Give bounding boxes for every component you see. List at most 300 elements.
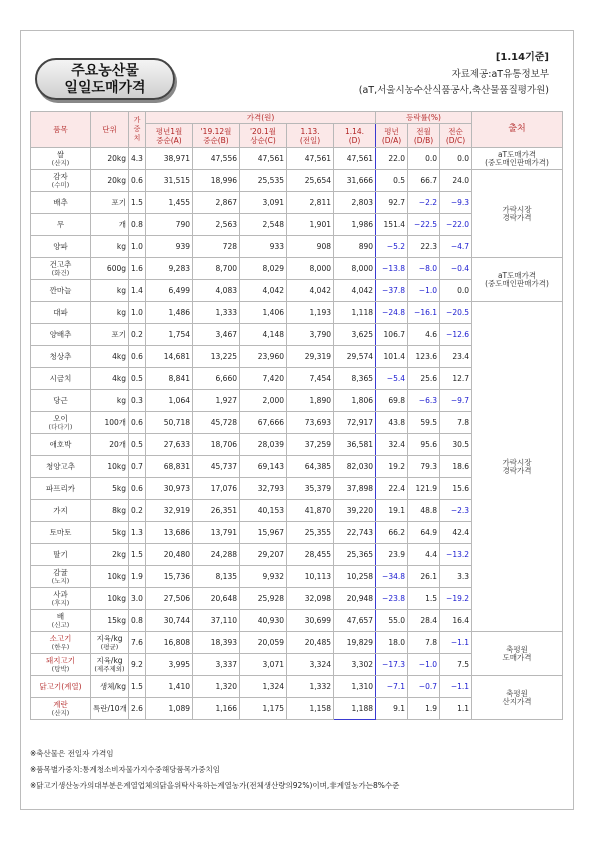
table-row [31, 258, 563, 280]
item-name-cell [31, 522, 91, 544]
rate-cell: −23.8 [376, 588, 408, 610]
price-cell: 8,029 [240, 258, 287, 280]
unit-cell [91, 302, 129, 324]
price-cell: 40,153 [240, 500, 287, 522]
source-cell [472, 170, 563, 258]
unit-cell [91, 170, 129, 192]
weight-cell: 0.6 [129, 170, 146, 192]
item-subname: (산지) [51, 708, 70, 717]
rate-cell: 12.7 [440, 368, 472, 390]
unit-cell [91, 324, 129, 346]
weight-cell: 1.5 [129, 676, 146, 698]
table-row [31, 632, 563, 654]
item-name: 청양고추 [46, 462, 75, 471]
item-name: 감자 [53, 171, 68, 181]
price-cell: 31,666 [334, 170, 376, 192]
item-name: 오이 [53, 413, 68, 423]
price-cell: 23,960 [240, 346, 287, 368]
weight-cell: 3.0 [129, 588, 146, 610]
price-cell: 16,808 [146, 632, 193, 654]
item-name: 청상추 [49, 352, 72, 361]
header-price-col: '19.12월 중순(B) [193, 124, 240, 148]
item-name-cell [31, 170, 91, 192]
price-cell: 36,581 [334, 434, 376, 456]
unit-cell [91, 236, 129, 258]
item-name: 애호박 [49, 440, 72, 449]
price-cell: 29,319 [287, 346, 334, 368]
unit-value: 4kg [112, 352, 126, 361]
unit-cell [91, 632, 129, 654]
source-line: aT도매가격 [497, 149, 537, 159]
item-name: 건고추 [49, 259, 72, 269]
weight-cell: 1.6 [129, 258, 146, 280]
item-name-cell [31, 544, 91, 566]
rate-cell: 151.4 [376, 214, 408, 236]
price-cell: 4,042 [334, 280, 376, 302]
price-cell: 1,158 [287, 698, 334, 720]
header-unit: 단위 [91, 112, 129, 148]
price-cell: 2,000 [240, 390, 287, 412]
price-cell: 1,310 [334, 676, 376, 698]
price-cell: 3,995 [146, 654, 193, 676]
weight-cell: 1.3 [129, 522, 146, 544]
price-cell: 22,743 [334, 522, 376, 544]
rate-cell: 69.8 [376, 390, 408, 412]
price-cell: 728 [193, 236, 240, 258]
weight-cell: 0.6 [129, 478, 146, 500]
item-name-cell [31, 390, 91, 412]
rate-cell: 28.4 [408, 610, 440, 632]
header-price-col: '20.1월 상순(C) [240, 124, 287, 148]
rate-cell: −1.0 [408, 280, 440, 302]
rate-cell: −7.1 [376, 676, 408, 698]
header-rate-group: 등락률(%) [376, 112, 472, 124]
rate-cell: 16.4 [440, 610, 472, 632]
header-weight: 가중치 [129, 112, 146, 148]
price-cell: 25,928 [240, 588, 287, 610]
price-cell: 7,420 [240, 368, 287, 390]
rate-cell: 24.0 [440, 170, 472, 192]
title-badge [35, 58, 175, 100]
source-line: 축평원 [506, 688, 528, 698]
rate-cell: 0.0 [408, 148, 440, 170]
source-cell [472, 302, 563, 632]
price-cell: 68,831 [146, 456, 193, 478]
source-line2: (aT,서울시농수산식품공사,축산물품질평가원) [358, 85, 549, 96]
price-cell: 7,454 [287, 368, 334, 390]
price-cell: 3,091 [240, 192, 287, 214]
rate-cell: −0.4 [440, 258, 472, 280]
unit-cell [91, 654, 129, 676]
rate-cell: 79.3 [408, 456, 440, 478]
rate-cell: −1.1 [440, 676, 472, 698]
unit-value: kg [116, 396, 126, 405]
weight-cell: 9.2 [129, 654, 146, 676]
unit-cell [91, 478, 129, 500]
price-cell: 2,803 [334, 192, 376, 214]
table-row [31, 302, 563, 324]
item-name: 대파 [53, 308, 68, 317]
source-line: 경락가격 [502, 212, 532, 222]
weight-cell: 1.4 [129, 280, 146, 302]
rate-cell: 26.1 [408, 566, 440, 588]
price-cell: 73,693 [287, 412, 334, 434]
item-name-cell [31, 676, 91, 698]
price-cell: 35,379 [287, 478, 334, 500]
rate-cell: −19.2 [440, 588, 472, 610]
rate-cell: 22.4 [376, 478, 408, 500]
header-item: 품목 [31, 112, 91, 148]
rate-cell: 123.6 [408, 346, 440, 368]
item-name-cell [31, 588, 91, 610]
price-cell: 47,556 [193, 148, 240, 170]
price-cell: 37,110 [193, 610, 240, 632]
price-cell: 4,042 [287, 280, 334, 302]
rate-cell: 55.0 [376, 610, 408, 632]
rate-cell: −9.3 [440, 192, 472, 214]
price-cell: 1,175 [240, 698, 287, 720]
rate-cell: −1.1 [440, 632, 472, 654]
unit-cell [91, 368, 129, 390]
price-cell: 3,790 [287, 324, 334, 346]
unit-value: 5kg [112, 528, 126, 537]
price-cell: 8,000 [287, 258, 334, 280]
weight-cell: 7.6 [129, 632, 146, 654]
price-cell: 26,351 [193, 500, 240, 522]
weight-cell: 0.8 [129, 214, 146, 236]
price-cell: 790 [146, 214, 193, 236]
header-source: 출처 [472, 112, 563, 148]
rate-cell: −9.7 [440, 390, 472, 412]
table-row [31, 148, 563, 170]
item-subname: (탕박) [51, 664, 70, 673]
unit-value: 600g [106, 264, 126, 273]
item-name: 시금치 [49, 374, 72, 383]
weight-cell: 2.6 [129, 698, 146, 720]
price-cell: 29,207 [240, 544, 287, 566]
price-cell: 1,486 [146, 302, 193, 324]
item-name-cell [31, 500, 91, 522]
price-cell: 8,700 [193, 258, 240, 280]
unit-value: 지육/kg [96, 633, 123, 643]
unit-value: 생체/kg [99, 682, 126, 691]
rate-cell: 48.8 [408, 500, 440, 522]
price-cell: 40,930 [240, 610, 287, 632]
price-cell: 20,059 [240, 632, 287, 654]
rate-cell: −8.0 [408, 258, 440, 280]
item-name: 계란 [53, 699, 68, 709]
price-cell: 14,681 [146, 346, 193, 368]
rate-cell: −24.8 [376, 302, 408, 324]
unit-cell [91, 566, 129, 588]
source-line: 축평원 [506, 644, 528, 654]
price-cell: 18,706 [193, 434, 240, 456]
note-line: ※품목별가중치:통계청소비자물가지수중해당품목가중치임 [30, 765, 220, 774]
rate-cell: 1.1 [440, 698, 472, 720]
rate-cell: 92.7 [376, 192, 408, 214]
item-name-cell [31, 346, 91, 368]
weight-cell: 1.0 [129, 236, 146, 258]
price-cell: 28,455 [287, 544, 334, 566]
price-cell: 3,337 [193, 654, 240, 676]
price-cell: 47,657 [334, 610, 376, 632]
item-name: 양배추 [49, 330, 72, 339]
rate-cell: 101.4 [376, 346, 408, 368]
source-line: 산지가격 [502, 696, 532, 706]
price-cell: 10,113 [287, 566, 334, 588]
price-cell: 18,393 [193, 632, 240, 654]
price-cell: 47,561 [240, 148, 287, 170]
rate-cell: 1.5 [408, 588, 440, 610]
price-cell: 20,485 [287, 632, 334, 654]
rate-cell: −1.0 [408, 654, 440, 676]
price-cell: 1,333 [193, 302, 240, 324]
unit-cell [91, 522, 129, 544]
item-name-cell [31, 478, 91, 500]
unit-value: 5kg [112, 484, 126, 493]
rate-cell: 95.6 [408, 434, 440, 456]
price-cell: 20,948 [334, 588, 376, 610]
item-name: 양파 [53, 242, 68, 251]
source-line: (중도매인판매가격) [485, 157, 549, 167]
rate-cell: 4.6 [408, 324, 440, 346]
price-cell: 1,324 [240, 676, 287, 698]
rate-cell: −2.2 [408, 192, 440, 214]
item-name: 쌀 [56, 149, 65, 159]
price-cell: 8,135 [193, 566, 240, 588]
source-line1: 자료제공:aT유통정보부 [451, 69, 549, 80]
unit-cell [91, 610, 129, 632]
header-price-col: 1.13. (전일) [287, 124, 334, 148]
price-cell: 72,917 [334, 412, 376, 434]
unit-value: 2kg [112, 550, 126, 559]
unit-value: 개 [118, 220, 126, 229]
item-name-cell [31, 412, 91, 434]
title-line2: 일일도매가격 [64, 80, 146, 96]
price-cell: 30,744 [146, 610, 193, 632]
price-cell: 27,633 [146, 434, 193, 456]
unit-cell [91, 390, 129, 412]
item-name-cell [31, 214, 91, 236]
item-name: 파프리카 [46, 484, 75, 493]
weight-cell: 0.6 [129, 412, 146, 434]
price-cell: 25,365 [334, 544, 376, 566]
price-cell: 3,324 [287, 654, 334, 676]
item-name-cell [31, 258, 91, 280]
unit-cell [91, 214, 129, 236]
price-cell: 1,320 [193, 676, 240, 698]
item-name-cell [31, 302, 91, 324]
unit-cell [91, 192, 129, 214]
unit-value: 10kg [107, 572, 126, 581]
rate-cell: −6.3 [408, 390, 440, 412]
price-cell: 8,000 [334, 258, 376, 280]
unit-cell [91, 258, 129, 280]
item-name-cell [31, 566, 91, 588]
rate-cell: 66.7 [408, 170, 440, 192]
unit-cell [91, 698, 129, 720]
unit-value: 20개 [109, 440, 126, 449]
item-subname: (신고) [51, 620, 70, 629]
price-table [30, 111, 563, 720]
unit-value: 100개 [104, 418, 126, 427]
rate-cell: 64.9 [408, 522, 440, 544]
item-name: 감귤 [53, 567, 68, 577]
price-cell: 30,973 [146, 478, 193, 500]
price-cell: 3,071 [240, 654, 287, 676]
price-cell: 1,166 [193, 698, 240, 720]
weight-cell: 0.2 [129, 500, 146, 522]
source-line: (중도매인판매가격) [485, 278, 549, 288]
unit-value: 10kg [107, 462, 126, 471]
rate-cell: 4.4 [408, 544, 440, 566]
unit-value: 10kg [107, 594, 126, 603]
item-name-cell [31, 632, 91, 654]
price-cell: 37,898 [334, 478, 376, 500]
price-cell: 1,754 [146, 324, 193, 346]
source-cell [472, 676, 563, 720]
rate-cell: 9.1 [376, 698, 408, 720]
price-cell: 1,410 [146, 676, 193, 698]
rate-cell: −37.8 [376, 280, 408, 302]
price-cell: 1,806 [334, 390, 376, 412]
rate-cell: 23.4 [440, 346, 472, 368]
item-name: 딸기 [53, 550, 68, 559]
rate-cell: 66.2 [376, 522, 408, 544]
rate-cell: −17.3 [376, 654, 408, 676]
price-cell: 13,791 [193, 522, 240, 544]
unit-value: 지육/kg [96, 655, 123, 665]
price-cell: 82,030 [334, 456, 376, 478]
header-price-col-today: 1.14. (D) [334, 124, 376, 148]
item-name: 배 [56, 611, 65, 621]
rate-cell: 0.5 [376, 170, 408, 192]
table-body [31, 148, 563, 720]
item-name: 깐마늘 [49, 286, 72, 295]
price-cell: 2,548 [240, 214, 287, 236]
price-cell: 25,355 [287, 522, 334, 544]
unit-value: 포기 [111, 330, 126, 339]
rate-cell: −22.0 [440, 214, 472, 236]
rate-cell: −20.5 [440, 302, 472, 324]
rate-cell: 18.6 [440, 456, 472, 478]
unit-cell [91, 412, 129, 434]
rate-cell: 42.4 [440, 522, 472, 544]
item-name-cell [31, 654, 91, 676]
price-cell: 6,660 [193, 368, 240, 390]
weight-cell: 4.3 [129, 148, 146, 170]
price-cell: 1,064 [146, 390, 193, 412]
rate-cell: 121.9 [408, 478, 440, 500]
weight-cell: 1.5 [129, 544, 146, 566]
item-subname: (후지) [51, 598, 70, 607]
unit-value: 15kg [107, 616, 126, 625]
price-cell: 47,561 [334, 148, 376, 170]
price-cell: 4,148 [240, 324, 287, 346]
item-name-cell [31, 148, 91, 170]
price-cell: 17,076 [193, 478, 240, 500]
rate-cell: −34.8 [376, 566, 408, 588]
price-cell: 1,927 [193, 390, 240, 412]
unit-cell [91, 544, 129, 566]
rate-cell: 32.4 [376, 434, 408, 456]
item-name: 돼지고기 [46, 655, 75, 665]
unit-sub: (제주제외) [94, 664, 125, 673]
price-cell: 8,841 [146, 368, 193, 390]
date-label: [1.14기준] [495, 52, 549, 63]
price-cell: 3,625 [334, 324, 376, 346]
item-name-cell [31, 434, 91, 456]
header-rate-col: 전순 (D/C) [440, 124, 472, 148]
price-cell: 32,098 [287, 588, 334, 610]
unit-value: 4kg [112, 374, 126, 383]
rate-cell: 59.5 [408, 412, 440, 434]
unit-value: 8kg [112, 506, 126, 515]
unit-value: kg [116, 308, 126, 317]
rate-cell: −12.6 [440, 324, 472, 346]
unit-value: 포기 [111, 198, 126, 207]
note-line: ※닭고기생산농가의대부분은계열업체의닭을위탁사육하는계열농가(전체생산량의92%)이며,非계열농가는8%수준 [30, 781, 400, 790]
price-cell: 45,728 [193, 412, 240, 434]
item-name-cell [31, 698, 91, 720]
price-cell: 890 [334, 236, 376, 258]
weight-cell: 1.0 [129, 302, 146, 324]
rate-cell: 23.9 [376, 544, 408, 566]
item-name: 토마토 [49, 528, 72, 537]
price-cell: 3,302 [334, 654, 376, 676]
price-cell: 45,737 [193, 456, 240, 478]
price-cell: 2,811 [287, 192, 334, 214]
weight-cell: 1.5 [129, 192, 146, 214]
rate-cell: −5.2 [376, 236, 408, 258]
weight-cell: 0.2 [129, 324, 146, 346]
source-line: aT도매가격 [497, 270, 537, 280]
source-line: 가락시장 [502, 457, 532, 467]
item-subname: (노지) [51, 576, 70, 585]
price-cell: 28,039 [240, 434, 287, 456]
price-cell: 19,829 [334, 632, 376, 654]
price-cell: 20,648 [193, 588, 240, 610]
item-subname: (산지) [51, 158, 70, 167]
source-line: 도매가격 [502, 652, 532, 662]
price-cell: 67,666 [240, 412, 287, 434]
item-name: 무 [56, 220, 65, 229]
rate-cell: 43.8 [376, 412, 408, 434]
rate-cell: 15.6 [440, 478, 472, 500]
rate-cell: 30.5 [440, 434, 472, 456]
item-name: 닭고기(계열) [39, 682, 82, 691]
rate-cell: 106.7 [376, 324, 408, 346]
source-cell [472, 148, 563, 170]
item-name: 사과 [53, 589, 68, 599]
rate-cell: 3.3 [440, 566, 472, 588]
weight-cell: 0.3 [129, 390, 146, 412]
price-cell: 1,406 [240, 302, 287, 324]
header-rate-col: 평년 (D/A) [376, 124, 408, 148]
source-cell [472, 632, 563, 676]
item-name-cell [31, 368, 91, 390]
item-name: 배추 [53, 198, 68, 207]
price-cell: 4,042 [240, 280, 287, 302]
rate-cell: 19.1 [376, 500, 408, 522]
price-cell: 8,365 [334, 368, 376, 390]
price-cell: 1,188 [334, 698, 376, 720]
price-cell: 15,736 [146, 566, 193, 588]
price-cell: 1,986 [334, 214, 376, 236]
rate-cell: 1.9 [408, 698, 440, 720]
weight-cell: 0.7 [129, 456, 146, 478]
rate-cell: 7.5 [440, 654, 472, 676]
